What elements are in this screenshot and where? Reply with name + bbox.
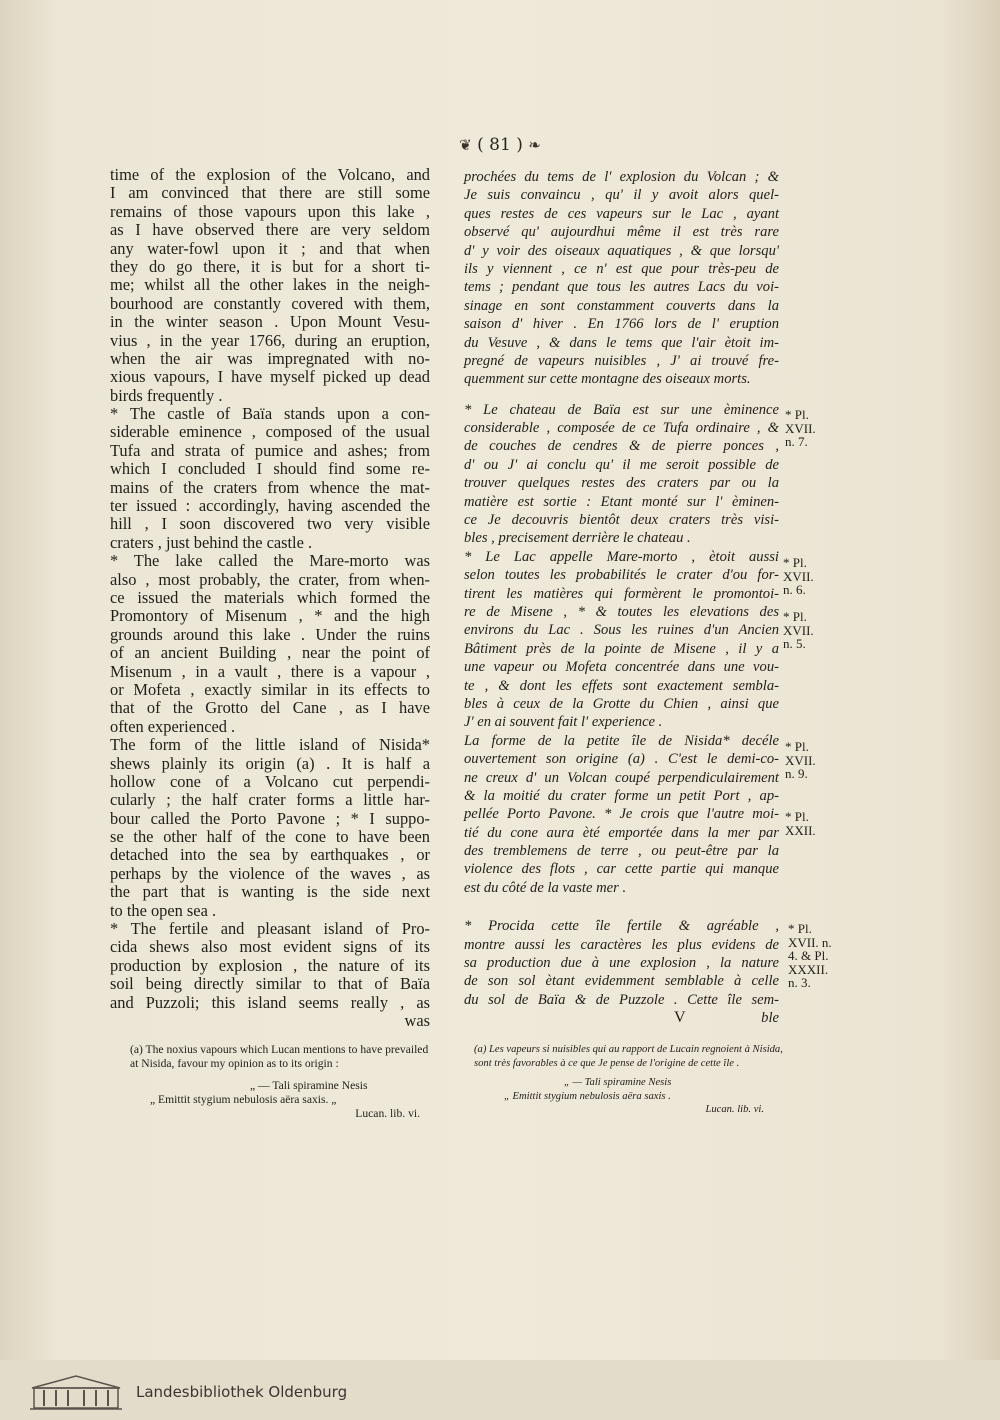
text-line: * Procida cette île fertile & agréable , (464, 918, 779, 935)
text-line: se the other half of the cone to have been (110, 827, 430, 847)
text-line: saison d' hiver . En 1766 lors de l' eruption (464, 316, 779, 333)
margin-note: * Pl. XVII. n. 7. (785, 407, 816, 449)
text-line: ter issued : accordingly, having ascended the (110, 496, 430, 516)
page-header (380, 135, 620, 155)
library-name: Landesbibliothek Oldenburg (136, 1383, 348, 1401)
text-line: to the open sea . (110, 900, 217, 920)
text-line: and Puzzoli; this island seems really , as (110, 992, 430, 1012)
text-line: pregné de vapeurs nuisibles , J' ai trouvé fre- (464, 352, 779, 369)
text-line: violence des flots , car cette partie qui manque (464, 861, 779, 878)
text-line: montre aussi les caractères les plus evidens de (464, 936, 779, 953)
text-line: in the winter season . Upon Mount Vesu- (110, 312, 430, 332)
text-line: ce Je decouvris bientôt deux craters très visi- (464, 512, 779, 529)
text-line: remains of those vapours upon this lake , (110, 201, 430, 221)
margin-note: * Pl. XVII. n. 9. (785, 739, 816, 781)
text-line: soil being directly similar to that of Baïa (110, 974, 430, 994)
text-line: I am convinced that there are still some (110, 183, 430, 203)
text-line: sa production due à une explosion , la nature (464, 955, 779, 972)
text-line: ne creux d' un Volcan coupé perpendiculairement (464, 769, 779, 786)
text-line: me; whilst all the other lakes in the neigh- (110, 275, 430, 295)
text-line: d' y voir des oiseaux aquatiques , & que lorsqu' (464, 242, 779, 259)
text-line: environs du Lac . Sous les ruines d'un Ancien (464, 622, 779, 639)
text-line: Tufa and strata of pumice and ashes; from (110, 440, 430, 460)
margin-note: * Pl. XVII. n. 6. (783, 555, 814, 597)
text-line: hill , I soon discovered two very visible (110, 514, 430, 534)
text-line: any water-fowl upon it ; and that when (110, 238, 430, 258)
text-line: J' en ai souvent fait l' experience . (464, 714, 663, 731)
text-line: du Vesuve , & dans le tems que l'air ètoit im- (464, 334, 779, 351)
text-line: or Mofeta , exactly similar in its effects to (110, 679, 430, 699)
text-line: vius , in the year 1766, during an eruption, (110, 330, 430, 350)
text-line: Promontory of Misenum , * and the high (110, 606, 430, 626)
footnote-source: Lucan. lib. vi. (355, 1107, 420, 1120)
text-line: that of the Grotto del Cane , as I have (110, 698, 430, 718)
text-line: time of the explosion of the Volcano, and (110, 165, 430, 184)
text-line: sinage en sont constamment couverts dans la (464, 297, 779, 314)
french-column (464, 168, 779, 1027)
text-line: of an ancient Building , near the point of (110, 643, 430, 663)
text-line: * Le chateau de Baïa est sur une èminence (464, 401, 779, 418)
text-line: was (404, 1010, 430, 1030)
text-line: tié du cone aura èté emportée dans la mer par (464, 824, 779, 841)
footnote-text: (a) Les vapeurs si nuisibles qui au rapport de Lucain regnoient à Nisida, sont très favorables à ce que Je pense de l'origine de cette île . (474, 1044, 783, 1069)
text-line: des tremblemens de terre , ou peut-être par la (464, 843, 779, 860)
margin-note: * Pl. XVII. n. 5. (783, 609, 814, 651)
text-line: cularly ; the half crater forms a little har- (110, 790, 430, 810)
footnote-quote: „ — Tali spiramine Nesis (250, 1079, 368, 1092)
english-footnote (130, 1043, 430, 1121)
ornament-right-icon: ❧ (528, 136, 541, 154)
text-line: ques restes de ces vapeurs sur le Lac , ayant (464, 205, 779, 222)
margin-note: * Pl. XXII. (785, 809, 816, 838)
text-line: matière est sortie : Etant monté sur l' èminen- (464, 493, 779, 510)
french-footnote (474, 1043, 794, 1117)
text-line: when the air was impregnated with no- (110, 348, 430, 368)
text-line: craters , just behind the castle . (110, 532, 313, 552)
text-line: observé qu' aujourdhui même il est très rare (464, 224, 779, 241)
text-line: * The lake called the Mare-morto was (110, 551, 430, 571)
text-line: de couches de cendres & de pierre ponces , (464, 438, 779, 455)
text-line: pellée Porto Pavone. * Je crois que l'autre moi- (464, 806, 779, 823)
text-line: The form of the little island of Nisida* (110, 735, 430, 755)
text-line: birds frequently . (110, 385, 223, 405)
text-line: grounds around this lake . Under the ruins (110, 624, 430, 644)
text-line: & la moitié du crater forme un petit Port , ap- (464, 787, 779, 804)
text-line: tems ; pendant que tous les autres Lacs du voi- (464, 279, 779, 296)
footnote-text: (a) The noxius vapours which Lucan mentions to have prevailed at Nisida, favour my opinion as to its origin : (130, 1043, 429, 1070)
footnote-source: Lucan. lib. vi. (705, 1104, 764, 1115)
text-line: ouvertement son origine (a) . C'est le demi-co- (464, 751, 779, 768)
text-line: re de Misene , * & toutes les elevations des (464, 603, 779, 620)
text-line: ils y viennent , ce n' est que pour très-peu de (464, 260, 779, 277)
text-line: de son sol ètant evidemment semblable à celle (464, 973, 779, 990)
text-line: quemment sur cette montagne des oiseaux morts. (464, 371, 751, 388)
text-line: tirent les matières qui formèrent le promontoi- (464, 585, 779, 602)
text-line: production by explosion , the nature of its (110, 955, 430, 975)
footnote-quote: „ Emittit stygium nebulosis aëra saxis. „ (150, 1093, 337, 1106)
text-line: they do go there, it is but for a short ti- (110, 256, 430, 276)
text-line: Bâtiment près de la pointe de Misene , il y a (464, 640, 779, 657)
text-line: Je suis convaincu , qu' il y avoit alors quel- (464, 187, 779, 204)
signature-mark: V (674, 1009, 686, 1027)
text-line: perhaps by the violence of the waves , as (110, 863, 430, 883)
english-column (110, 166, 430, 1030)
text-line: considerable , composée de ce Tufa ordinaire , & (464, 420, 779, 437)
text-line: hollow cone of a Volcano cut perpendi- (110, 771, 430, 791)
catchword: ble (761, 1010, 779, 1027)
text-line: mains of the craters from whence the mat- (110, 477, 430, 497)
text-line: une vapeur ou Mofeta concentrée dans une vou- (464, 659, 779, 676)
text-line: detached into the sea by earthquakes , or (110, 845, 430, 865)
text-line: ce issued the materials which formed the (110, 587, 430, 607)
text-line: prochées du tems de l' explosion du Volcan ; & (464, 169, 779, 185)
footnote-quote: „ Emittit stygium nebulosis aëra saxis . (504, 1090, 671, 1102)
page-number: ( 81 ) (477, 135, 523, 155)
text-line: bourhood are constantly covered with them, (110, 293, 430, 313)
text-line: cida shews also most evident signs of its (110, 937, 430, 957)
footnote-quote: „ — Tali spiramine Nesis (564, 1077, 672, 1088)
text-line: also , most probably, the crater, from when- (110, 569, 430, 589)
margin-note: * Pl. XVII. n. 4. & Pl. XXXII. n. 3. (788, 921, 832, 990)
text-line: bles à ceux de la Grotte du Chien , ainsi que (464, 695, 779, 712)
text-line: Misenum , in a vault , there is a vapour , (110, 661, 430, 681)
text-line: est du côté de la vaste mer . (464, 879, 627, 896)
text-line: bles , precisement derrière le chateau . (464, 530, 691, 547)
text-line: trouver quelques restes des craters par ou la (464, 475, 779, 492)
text-line: xious vapours, I have myself picked up dead (110, 367, 430, 387)
text-line: siderable eminence , composed of the usual (110, 422, 430, 442)
text-line: d' ou J' ai conclu qu' il me seroit possible de (464, 456, 779, 473)
text-line: te , & dont les effets sont exactement sembla- (464, 677, 779, 694)
text-line: * Le Lac appelle Mare-morto , ètoit aussi (464, 548, 779, 565)
text-line: which I concluded I should find some re- (110, 459, 430, 479)
text-line: * The fertile and pleasant island of Pro- (110, 919, 430, 939)
library-building-icon (28, 1372, 124, 1412)
text-line: du sol de Baïa & de Puzzole . Cette île sem- (464, 991, 779, 1008)
text-line: the part that is wanting is the side next (110, 882, 430, 902)
text-line: bour called the Porto Pavone ; * I suppo- (110, 808, 430, 828)
text-line: as I have observed there are very seldom (110, 220, 430, 240)
ornament-left-icon: ❦ (459, 136, 472, 154)
text-line: often experienced . (110, 716, 236, 736)
text-line: * The castle of Baïa stands upon a con- (110, 404, 430, 424)
text-line: shews plainly its origin (a) . It is half a (110, 753, 430, 773)
text-line: La forme de la petite île de Nisida* decéle (464, 732, 779, 749)
text-line: selon toutes les probabilités le crater d'ou for- (464, 567, 779, 584)
